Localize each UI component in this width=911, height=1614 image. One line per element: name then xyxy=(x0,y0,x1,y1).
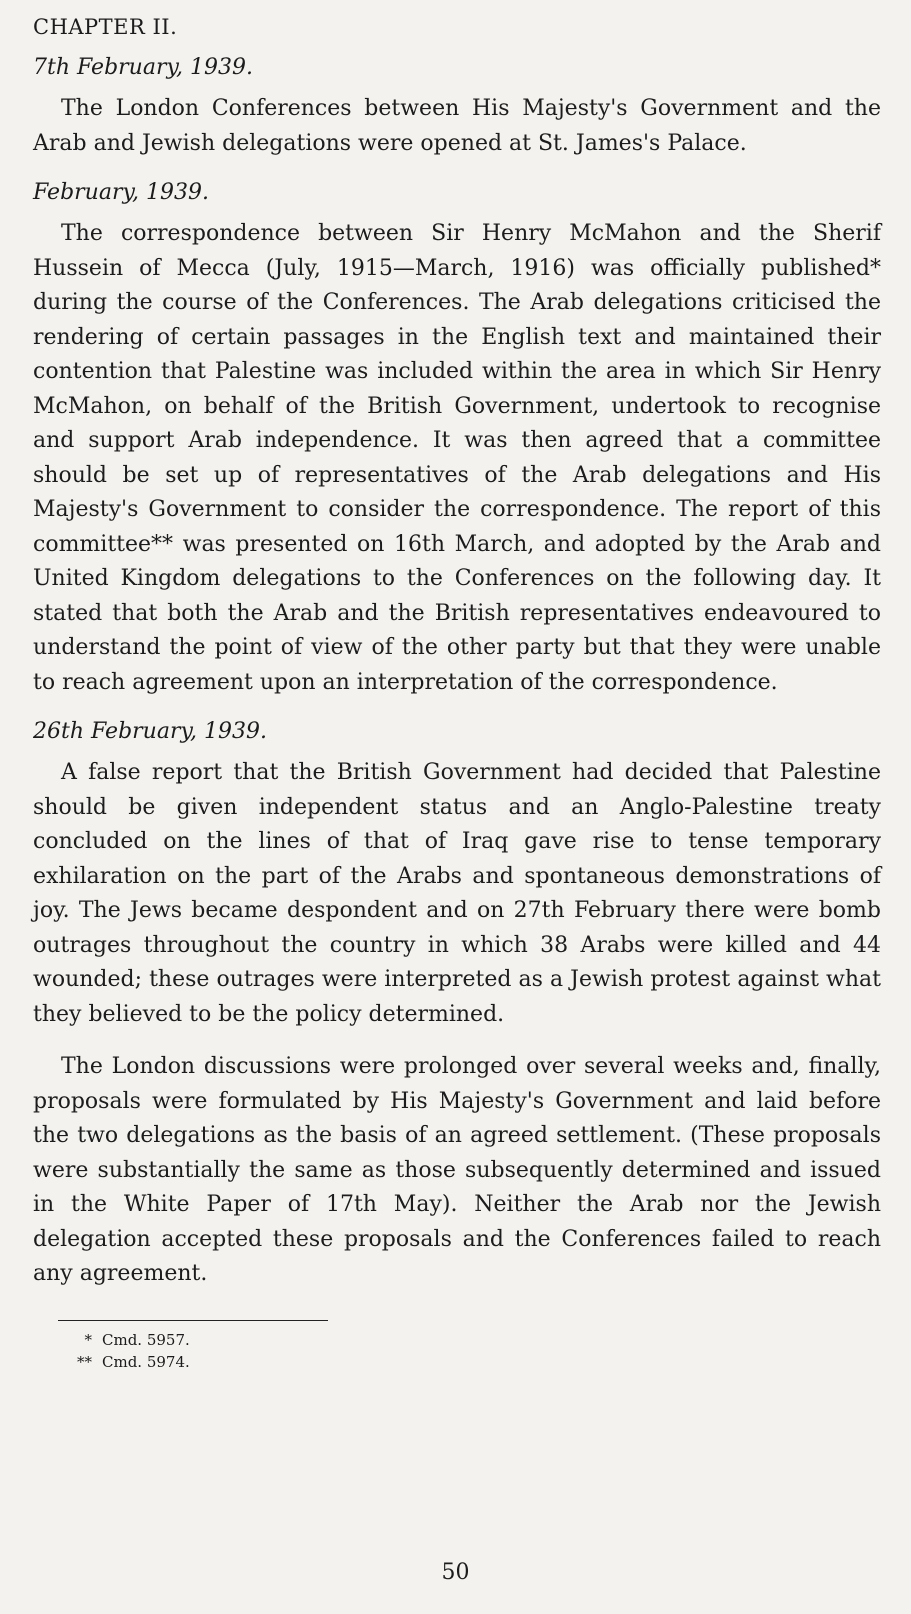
footnote xyxy=(60,1329,881,1351)
footnote xyxy=(60,1351,881,1373)
footnote-divider xyxy=(58,1320,328,1321)
footnote-text: Cmd. 5974. xyxy=(102,1352,190,1371)
section-1 xyxy=(33,54,881,161)
footnote-mark: ** xyxy=(77,1352,92,1371)
footnote-text: Cmd. 5957. xyxy=(102,1330,190,1349)
paragraph: The London discussions were prolonged over several weeks and, finally, proposals were formulated by His Majesty's Government and laid before the two delegations as the basis of an agreed settlement. (These proposals were substantially the same as those subsequently determined and issued in the White Paper of 17th May). Neither the Arab nor the Jewish delegation accepted these proposals and the Conferences failed to reach any agreement. xyxy=(33,1054,881,1286)
section-2 xyxy=(33,179,881,700)
section-date: February, 1939. xyxy=(33,180,209,205)
section-3 xyxy=(33,718,881,1292)
paragraph: The correspondence between Sir Henry McMahon and the Sherif Hussein of Mecca (July, 1915—March, 1916) was officially published* during the course of the Conferences. The Arab delegations criticised the rendering of certain passages in the English text and maintained their contention that Palestine was included within the area in which Sir Henry McMahon, on behalf of the British Government, undertook to recognise and support Arab independence. It was then agreed that a committee should be set up of representatives of the Arab delegations and His Majesty's Government to consider the correspondence. The report of this committee** was presented on 16th March, and adopted by the Arab and United Kingdom delegations to the Conferences on the following day. It stated that both the Arab and the British representatives endeavoured to understand the point of view of the other party but that they were unable to reach agreement upon an interpretation of the correspondence. xyxy=(33,221,881,695)
paragraph: A false report that the British Government had decided that Palestine should be given independent status and an Anglo-Palestine treaty concluded on the lines of that of Iraq gave rise to tense temporary exhilaration on the part of the Arabs and spontaneous demonstrations of joy. The Jews became despondent and on 27th February there were bomb outrages throughout the country in which 38 Arabs were killed and 44 wounded; these outrages were interpreted as a Jewish protest against what they believed to be the policy determined. xyxy=(33,760,881,1027)
footnote-mark: * xyxy=(84,1330,92,1349)
paragraph: The London Conferences between His Majesty's Government and the Arab and Jewish delegations were opened at St. James's Palace. xyxy=(33,96,881,156)
section-date: 26th February, 1939. xyxy=(33,719,267,744)
page-number: 50 xyxy=(441,1560,470,1585)
section-date: 7th February, 1939. xyxy=(33,55,253,80)
chapter-heading: CHAPTER II. xyxy=(33,15,178,39)
